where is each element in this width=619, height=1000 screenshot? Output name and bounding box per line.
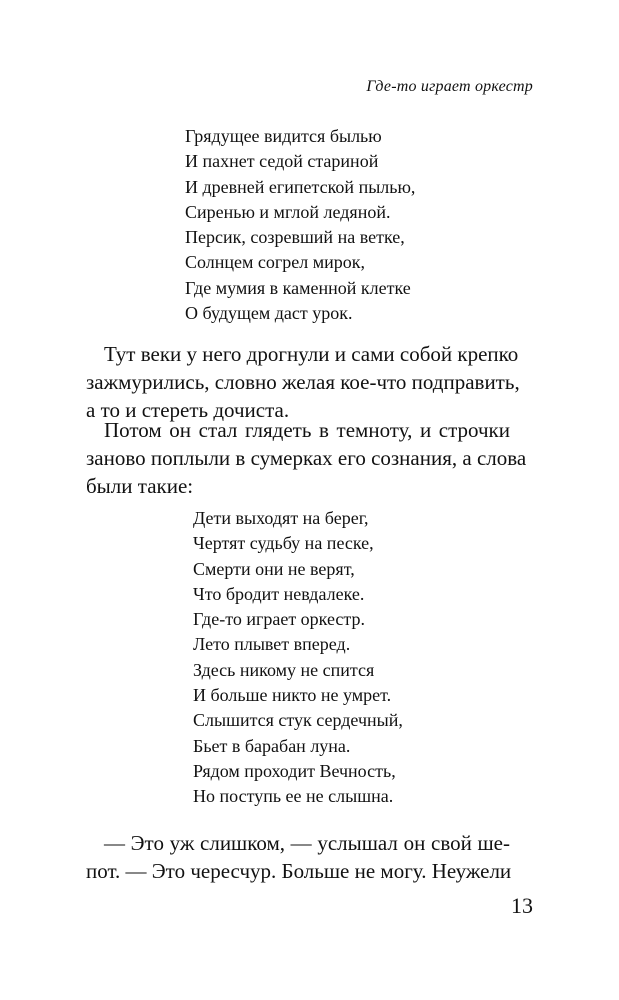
paragraph-line: а то и стереть дочиста. (86, 398, 290, 422)
poem-line: Солнцем согрел мирок, (185, 252, 366, 273)
poem-first (185, 124, 415, 326)
poem-line: Сиренью и мглой ледяной. (185, 201, 391, 222)
paragraph-line: Тут веки у него дрогнули и сами собой крепко (104, 342, 519, 366)
poem-line: Что бродит невдалеке. (193, 583, 365, 604)
poem-line: Где-то играет оркестр. (193, 609, 365, 630)
paragraph-3 (86, 829, 510, 885)
running-header: Где-то играет оркестр (366, 78, 533, 95)
poem-line: Но поступь ее не слышна. (193, 786, 394, 807)
poem-line: Бьет в барабан луна. (193, 735, 351, 756)
poem-line: Персик, созревший на ветке, (185, 227, 405, 248)
paragraph-line: пот. — Это чересчур. Больше не могу. Неужели (86, 859, 512, 883)
paragraph-line: были такие: (86, 474, 194, 498)
paragraph-1 (86, 340, 520, 424)
poem-line: Где мумия в каменной клетке (185, 277, 411, 298)
poem-line: Чертят судьбу на песке, (193, 533, 374, 554)
poem-line: И древней египетской пылью, (185, 176, 416, 197)
paragraph-2 (86, 416, 527, 500)
poem-line: Дети выходят на берег, (193, 508, 369, 528)
poem-line: Слышится стук сердечный, (193, 710, 403, 731)
poem-line: Грядущее видится былью (185, 126, 382, 146)
poem-line: Рядом проходит Вечность, (193, 760, 396, 781)
paragraph-line: зажмурились, словно желая кое-что подправить, (86, 370, 520, 394)
paragraph-line: — Это уж слишком, — услышал он свой ше- (104, 831, 510, 855)
poem-second (193, 506, 403, 810)
poem-line: И пахнет седой стариной (185, 151, 379, 172)
poem-line: О будущем даст урок. (185, 303, 353, 324)
page-number: 13 (511, 893, 533, 918)
paragraph-line: Потом он стал глядеть в темноту, и строчки (104, 418, 510, 442)
poem-line: Смерти они не верят, (193, 558, 355, 579)
poem-line: Здесь никому не спится (193, 659, 375, 680)
poem-line: И больше никто не умрет. (193, 685, 392, 706)
poem-line: Лето плывет вперед. (193, 634, 351, 655)
paragraph-line: заново поплыли в сумерках его сознания, а слова (86, 446, 527, 470)
